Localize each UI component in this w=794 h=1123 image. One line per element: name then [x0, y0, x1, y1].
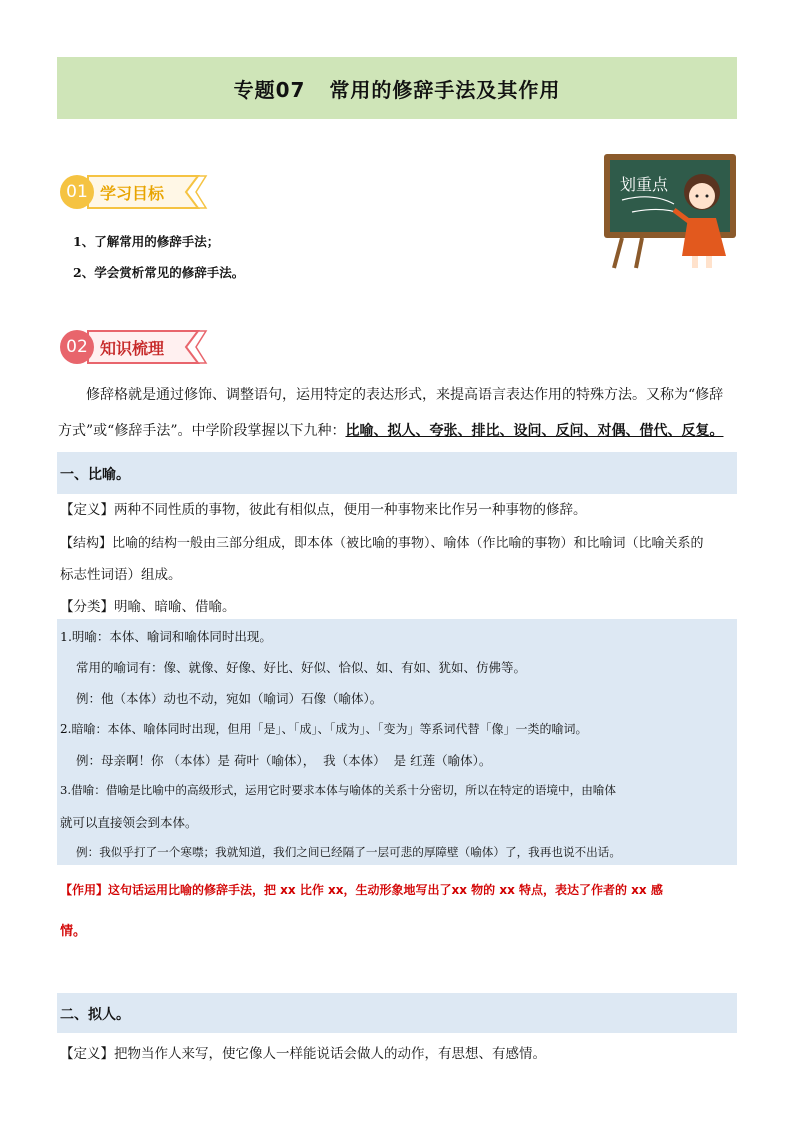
- blackboard-illustration: [602, 152, 742, 272]
- figure-list: 比喻、拟人、夸张、排比、设问、反问、对偶、借代、反复。: [345, 423, 724, 439]
- section-tag-knowledge: [60, 325, 210, 369]
- effect-line: 【作用】这句话运用比喻的修辞手法，把 xx 比作 xx，生动形象地写出了xx 物的 xx 特点，表达了作者的 xx 感: [60, 883, 663, 897]
- structure-line: 【结构】比喻的结构一般由三部分组成，即本体（被比喻的事物）、喻体（作比喻的事物）和比喻词（比喻关系的: [60, 536, 704, 551]
- example-text: 例：母亲啊！你 （本体）是 荷叶（喻体）， 我（本体） 是 红莲（喻体）。: [76, 753, 492, 768]
- heading-band: [57, 993, 737, 1033]
- section-number-badge: 02: [60, 330, 94, 364]
- example-text: 例：我似乎打了一个寒噤；我就知道，我们之间已经隔了一层可悲的厚障壁（喻体）了，我再也说不出话。: [76, 845, 621, 859]
- example-text: 1.明喻：本体、喻词和喻体同时出现。: [60, 629, 272, 644]
- example-text: 就可以直接领会到本体。: [60, 815, 198, 830]
- definition: 【定义】两种不同性质的事物，彼此有相似点，便用一种事物来比作另一种事物的修辞。: [60, 502, 587, 518]
- definition: 【定义】把物当作人来写，使它像人一样能说话会做人的动作，有思想、有感情。: [60, 1046, 546, 1062]
- intro-prefix: 方式”或“修辞手法”。中学阶段掌握以下九种：: [58, 423, 346, 439]
- goal-item: 1、了解常用的修辞手法；: [73, 234, 220, 249]
- section-number-badge: 01: [60, 175, 94, 209]
- section-tag-goals: [60, 170, 210, 214]
- section-heading: 一、比喻。: [60, 467, 130, 483]
- intro-line: [58, 416, 723, 446]
- effect-line: 情。: [60, 924, 87, 939]
- page-title: 专题07 常用的修辞手法及其作用: [233, 77, 561, 102]
- blackboard-text: 划重点: [620, 175, 669, 194]
- structure-line: 标志性词语）组成。: [60, 567, 182, 583]
- example-text: 常用的喻词有：像、就像、好像、好比、好似、恰似、如、有如、犹如、仿佛等。: [76, 660, 527, 675]
- intro-line: 修辞格就是通过修饰、调整语句，运用特定的表达形式，来提高语言表达作用的特殊方法。又称为“修辞: [86, 387, 724, 403]
- section-label: 知识梳理: [100, 339, 165, 358]
- section-heading: 二、拟人。: [60, 1007, 130, 1023]
- title-bar: [57, 57, 737, 119]
- heading-band: [57, 452, 737, 494]
- example-text: 2.暗喻：本体、喻体同时出现，但用「是」、「成」、「成为」、「变为」等系词代替「像」一类的喻词。: [60, 722, 588, 736]
- section-label: 学习目标: [100, 184, 165, 203]
- classification: 【分类】明喻、暗喻、借喻。: [60, 599, 236, 615]
- example-text: 例：他（本体）动也不动，宛如（喻词）石像（喻体）。: [76, 691, 383, 706]
- goal-item: 2、学会赏析常见的修辞手法。: [73, 265, 245, 280]
- example-text: 3.借喻：借喻是比喻中的高级形式，运用它时要求本体与喻体的关系十分密切，所以在特定的语境中，由喻体: [60, 783, 616, 797]
